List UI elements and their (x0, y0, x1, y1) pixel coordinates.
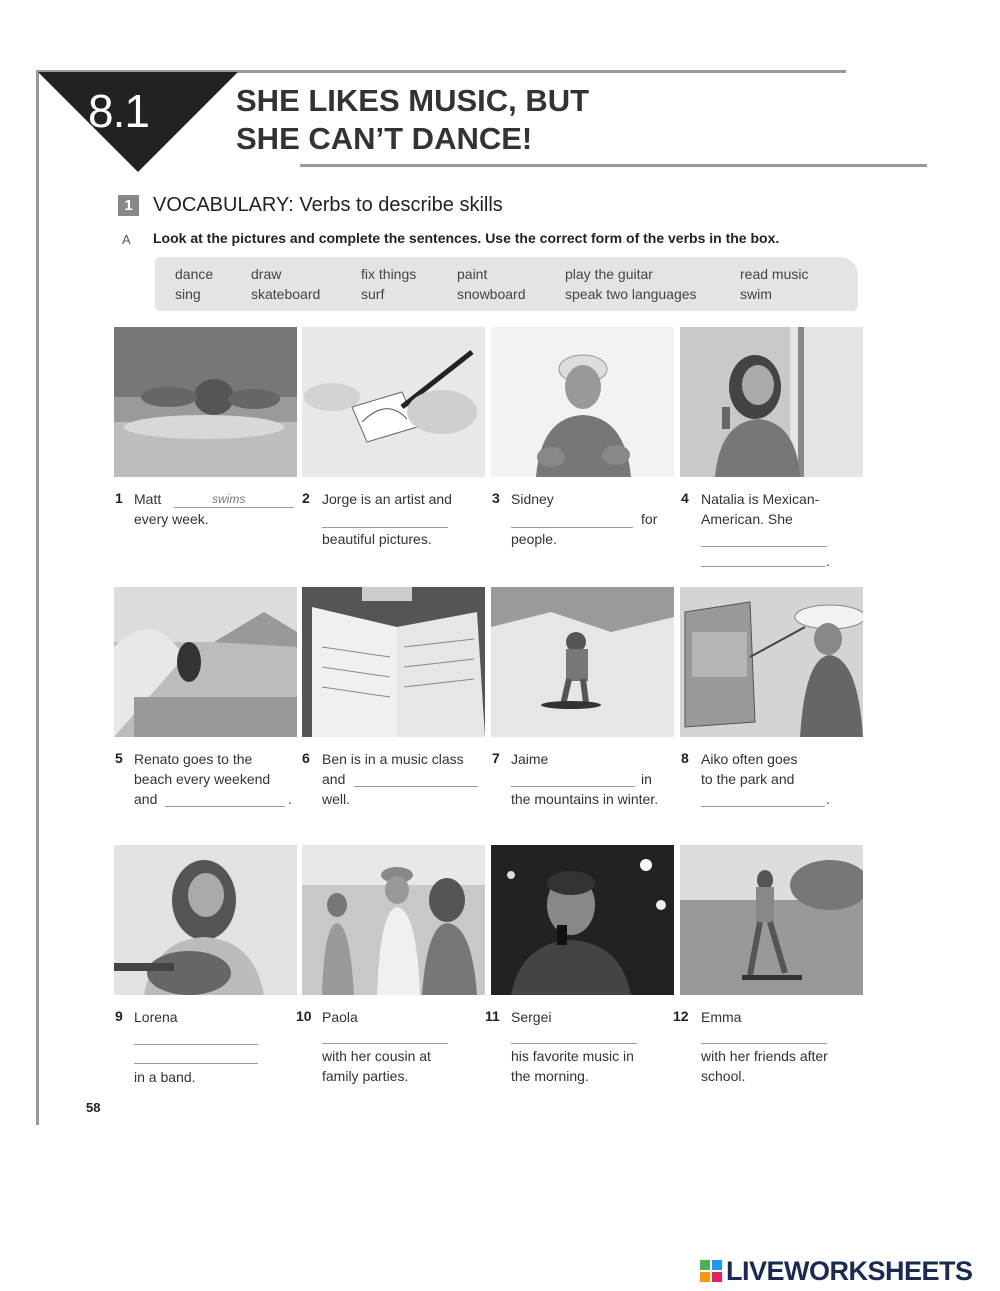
word-item: paint (457, 266, 488, 282)
exercise-instruction: Look at the pictures and complete the sentences. Use the correct form of the verbs in the box. (153, 230, 780, 246)
item-text: Sidney (511, 491, 554, 507)
answer-blank[interactable] (701, 566, 825, 567)
liveworksheets-logo-icon (700, 1260, 722, 1282)
sheet-music-photo (302, 587, 485, 737)
snowboarder-photo (491, 587, 674, 737)
title-line-1: SHE LIKES MUSIC, BUT (236, 83, 590, 118)
answer-text: swims (212, 492, 246, 506)
item-number: 2 (302, 490, 310, 506)
page-number: 58 (86, 1100, 101, 1115)
item-text: in (641, 771, 652, 787)
item-number: 12 (673, 1008, 689, 1024)
item-text: to the park and (701, 771, 795, 787)
item-text: Matt (134, 491, 162, 507)
item-text: in a band. (134, 1069, 196, 1085)
word-item: draw (251, 266, 282, 282)
unit-number: 8.1 (88, 85, 149, 137)
item-number: 5 (115, 750, 123, 766)
item-text: well. (322, 791, 351, 807)
item-number: 7 (492, 750, 500, 766)
item-text: Ben is in a music class (322, 751, 464, 767)
drawing-photo (302, 327, 485, 477)
painter-photo (680, 587, 863, 737)
item-number: 8 (681, 750, 689, 766)
item-text: Emma (701, 1009, 742, 1025)
item-number: 3 (492, 490, 500, 506)
word-item: swim (740, 286, 772, 302)
item-number: 10 (296, 1008, 312, 1024)
word-item: skateboard (251, 286, 321, 302)
item-text: his favorite music in (511, 1048, 634, 1064)
item-number: 1 (115, 490, 123, 506)
item-text: beautiful pictures. (322, 531, 432, 547)
item-text: Jorge is an artist and (322, 491, 452, 507)
item-number: 6 (302, 750, 310, 766)
item-text: and (322, 771, 346, 787)
item-text: Lorena (134, 1009, 178, 1025)
exercise-letter: A (122, 232, 131, 247)
word-item: play the guitar (565, 266, 653, 282)
item-text: Aiko often goes (701, 751, 798, 767)
item-text: with her cousin at (322, 1048, 431, 1064)
item-text: Natalia is Mexican- (701, 491, 820, 507)
singer-photo (491, 845, 674, 995)
item-text: every week. (134, 511, 209, 527)
item-text: and (134, 791, 158, 807)
answer-blank[interactable] (174, 507, 294, 508)
answer-blank[interactable] (322, 1043, 448, 1044)
item-text: the morning. (511, 1068, 589, 1084)
worker-photo (491, 327, 674, 477)
word-item: fix things (361, 266, 417, 282)
item-text: the mountains in winter. (511, 791, 659, 807)
answer-blank[interactable] (134, 1063, 258, 1064)
word-item: read music (740, 266, 809, 282)
item-text: . (288, 791, 292, 807)
item-text: with her friends after (701, 1048, 828, 1064)
item-number: 11 (485, 1008, 500, 1024)
item-text: Renato goes to the (134, 751, 253, 767)
item-number: 4 (681, 490, 689, 506)
answer-blank[interactable] (322, 527, 448, 528)
item-text: people. (511, 531, 557, 547)
item-text: Paola (322, 1009, 358, 1025)
item-number: 9 (115, 1008, 123, 1024)
answer-blank[interactable] (701, 806, 825, 807)
brand-name: LIVEWORKSHEETS (726, 1256, 973, 1286)
item-text: Sergei (511, 1009, 552, 1025)
header-bottom-rule (300, 164, 927, 167)
section-number: 1 (118, 195, 139, 216)
answer-blank[interactable] (511, 1043, 637, 1044)
word-box (155, 257, 858, 311)
item-text: . (826, 553, 830, 569)
word-item: snowboard (457, 286, 526, 302)
answer-blank[interactable] (511, 786, 635, 787)
guitarist-photo (114, 845, 297, 995)
word-item: speak two languages (565, 286, 697, 302)
title-line-2: SHE CAN’T DANCE! (236, 121, 533, 156)
item-text: school. (701, 1068, 746, 1084)
skateboarder-photo (680, 845, 863, 995)
swimmer-photo (114, 327, 297, 477)
word-item: sing (175, 286, 201, 302)
word-item: surf (361, 286, 385, 302)
item-text: for (641, 511, 658, 527)
answer-blank[interactable] (165, 806, 285, 807)
word-item: dance (175, 266, 214, 282)
answer-blank[interactable] (511, 527, 633, 528)
answer-blank[interactable] (134, 1044, 258, 1045)
item-text: American. She (701, 511, 793, 527)
answer-blank[interactable] (354, 786, 478, 787)
item-text: Jaime (511, 751, 549, 767)
surfer-photo (114, 587, 297, 737)
item-text: . (826, 791, 830, 807)
answer-blank[interactable] (701, 546, 827, 547)
item-text: beach every weekend (134, 771, 271, 787)
dancers-photo (302, 845, 485, 995)
page-left-rule (36, 70, 39, 1125)
page-title (236, 82, 589, 158)
item-text: family parties. (322, 1068, 409, 1084)
section-title: VOCABULARY: Verbs to describe skills (153, 194, 503, 216)
woman-photo (680, 327, 863, 477)
answer-blank[interactable] (701, 1043, 827, 1044)
